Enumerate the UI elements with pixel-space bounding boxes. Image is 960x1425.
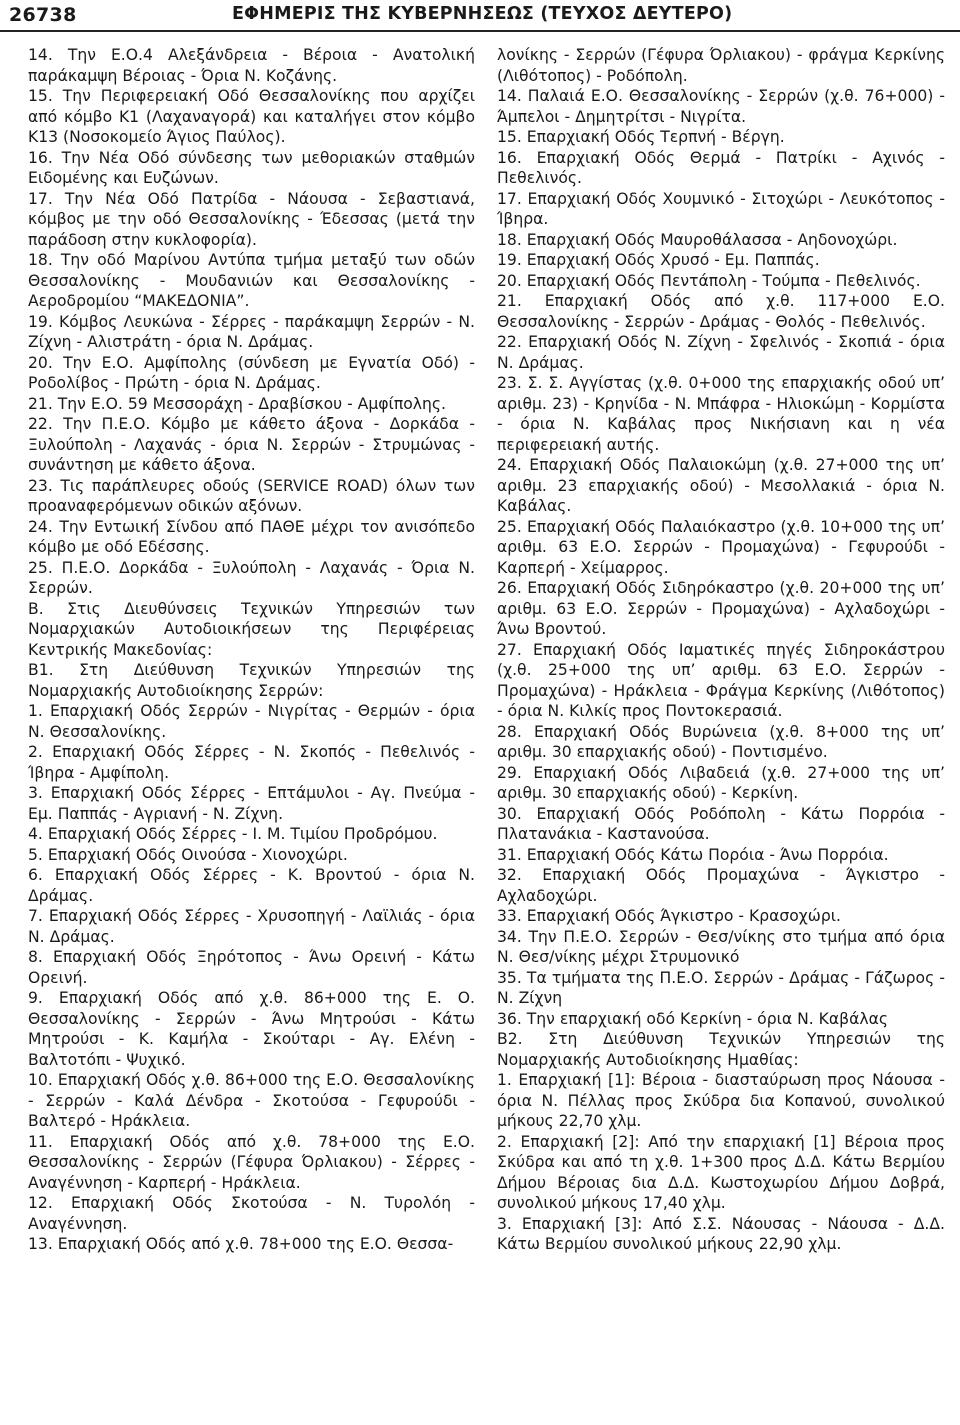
paragraph: 22. Την Π.Ε.Ο. Κόμβο με κάθετο άξονα - Δορκάδα - Ξυλούπολη - Λαχανάς - όρια Ν. Σερρών - Στρυμώνας - συνάντηση με κάθετο άξονα. — [28, 415, 475, 474]
paragraph: 24. Επαρχιακή Οδός Παλαιοκώμη (χ.θ. 27+000 της υπ’ αριθμ. 23 επαρχιακής οδού) - Μεσολλακιά - όρια Ν. Καβάλας. — [497, 456, 945, 515]
paragraph: 13. Επαρχιακή Οδός από χ.θ. 78+000 της Ε.Ο. Θεσσα- — [28, 1235, 454, 1253]
paragraph: 28. Επαρχιακή Οδός Βυρώνεια (χ.θ. 8+000 της υπ’ αριθμ. 30 επαρχιακής οδού) - Ποντισμένο. — [497, 722, 945, 761]
paragraph: 9. Επαρχιακή Οδός από χ.θ. 86+000 της Ε. Ο. Θεσσαλονίκης - Σερρών - Άνω Μητρούσι - Κάτω Μητρούσι - Κ. Καμήλα - Σκούταρι - Αγ. Ελένη - Βαλτοτόπι - Ψυχικό. — [28, 989, 475, 1069]
paragraph: 8. Επαρχιακή Οδός Ξηρότοπος - Άνω Ορεινή - Κάτω Ορεινή. — [28, 948, 475, 987]
paragraph: Β2. Στη Διεύθυνση Τεχνικών Υπηρεσιών της Νομαρχιακής Αυτοδιοίκησης Ημαθίας: — [497, 1030, 945, 1069]
paragraph: 18. Επαρχιακή Οδός Μαυροθάλασσα - Αηδονοχώρι. — [497, 230, 898, 249]
paragraph: 2. Επαρχιακή Οδός Σέρρες - Ν. Σκοπός - Πεθελινός - Ίβηρα - Αμφίπολη. — [28, 743, 475, 782]
paragraph: 32. Επαρχιακή Οδός Προμαχώνα - Άγκιστρο - Αχλαδοχώρι. — [497, 866, 945, 905]
paragraph: 15. Επαρχιακή Οδός Τερπνή - Βέργη. — [497, 128, 785, 146]
page-header — [0, 0, 960, 34]
paragraph: 33. Επαρχιακή Οδός Άγκιστρο - Κρασοχώρι. — [497, 907, 841, 925]
paragraph: 25. Επαρχιακή Οδός Παλαιόκαστρο (χ.θ. 10+000 της υπ’ αριθμ. 63 Ε.Ο. Σερρών - Προμαχώνα) - Γεφυρούδι - Καρπερή - Χείμαρρος. — [497, 517, 945, 577]
paragraph: 17. Την Νέα Οδό Πατρίδα - Νάουσα - Σεβαστιανά, κόμβος με την οδό Θεσσαλονίκης - Έδεσσας (μετά την παράδοση στην κυκλοφορία). — [28, 189, 475, 249]
paragraph: 14. Παλαιά Ε.Ο. Θεσσαλονίκης - Σερρών (χ.θ. 76+000) - Άμπελοι - Δημητρίτσι - Νιγρίτα. — [497, 87, 945, 126]
paragraph: 20. Την Ε.Ο. Αμφίπολης (σύνδεση με Εγνατία Οδό) - Ροδολίβος - Πρώτη - όρια Ν. Δράμας. — [28, 353, 475, 392]
paragraph: 10. Επαρχιακή Οδός χ.θ. 86+000 της Ε.Ο. Θεσσαλονίκης - Σερρών - Καλά Δένδρα - Σκοτούσα - Γεφυρούδι - Βαλτερό - Ηράκλεια. — [28, 1071, 475, 1130]
paragraph: 23. Σ. Σ. Αγγίστας (χ.θ. 0+000 της επαρχιακής οδού υπ’ αριθμ. 23) - Κρηνίδα - Ν. Μπάφρα - Ηλιοκώμη - Κορμίστα - όρια Ν. Καβάλας προς Νικήσιανη και η νέα περιφερειακή αυτής. — [497, 374, 945, 454]
left-column — [28, 45, 475, 1255]
paragraph: 16. Επαρχιακή Οδός Θερμά - Πατρίκι - Αχινός - Πεθελινός. — [497, 148, 945, 187]
paragraph: 27. Επαρχιακή Οδός Ιαματικές πηγές Σιδηροκάστρου (χ.θ. 25+000 της υπ’ αριθμ. 63 Ε.Ο. Σερρών - Προμαχώνα) - Ηράκλεια - Φράγμα Κερκίνης (Λιθότοπος) - όρια Ν. Κιλκίς προς Ποντοκερασιά. — [497, 640, 945, 720]
paragraph: 18. Την οδό Μαρίνου Αντύπα τμήμα μεταξύ των οδών Θεσσαλονίκης - Μουδανιών και Θεσσαλονίκης - Αεροδρομίου “ΜΑΚΕΔΟΝΙΑ”. — [28, 251, 475, 310]
paragraph: 31. Επαρχιακή Οδός Κάτω Πορόια - Άνω Πορρόια. — [497, 845, 889, 864]
paragraph: 15. Την Περιφερειακή Οδό Θεσσαλονίκης που αρχίζει από κόμβο Κ1 (Λαχαναγορά) και καταλήγει στον κόμβο Κ13 (Νοσοκομείο Άγιος Παύλος). — [28, 87, 475, 146]
paragraph: 29. Επαρχιακή Οδός Λιβαδειά (χ.θ. 27+000 της υπ’ αριθμ. 30 επαρχιακής οδού) - Κερκίνη. — [497, 763, 945, 802]
paragraph: 24. Την Εντωική Σίνδου από ΠΑΘΕ μέχρι τον ανισόπεδο κόμβο με οδό Εδέσσης. — [28, 517, 475, 556]
paragraph: 22. Επαρχιακή Οδός Ν. Ζίχνη - Σφελινός - Σκοπιά - όρια Ν. Δράμας. — [497, 333, 945, 372]
paragraph: 1. Επαρχιακή [1]: Βέροια - διασταύρωση προς Νάουσα - όρια Ν. Πέλλας προς Σκύδρα δια Κοπανού, συνολικού μήκους 22,70 χλμ. — [497, 1071, 945, 1130]
paragraph: 2. Επαρχιακή [2]: Από την επαρχιακή [1] Βέροια προς Σκύδρα και από τη χ.θ. 1+300 προς Δ.Δ. Κάτω Βερμίου Δήμου Βέροιας δια Δ.Δ. Κωστοχωρίου Δήμου Δοβρά, συνολικού μήκους 17,40 χλμ. — [497, 1132, 945, 1212]
paragraph: 19. Επαρχιακή Οδός Χρυσό - Εμ. Παππάς. — [497, 251, 820, 269]
paragraph: 1. Επαρχιακή Οδός Σερρών - Νιγρίτας - Θερμών - όρια Ν. Θεσσαλονίκης. — [28, 702, 475, 741]
paragraph: 20. Επαρχιακή Οδός Πεντάπολη - Τούμπα - Πεθελινός. — [497, 271, 921, 290]
right-column — [497, 45, 945, 1255]
paragraph: 35. Τα τμήματα της Π.Ε.Ο. Σερρών - Δράμας - Γάζωρος - Ν. Ζίχνη — [497, 968, 945, 1007]
paragraph: 30. Επαρχιακή Οδός Ροδόπολη - Κάτω Πορρόια - Πλατανάκια - Καστανούσα. — [497, 804, 945, 843]
paragraph: 36. Την επαρχιακή οδό Κερκίνη - όρια Ν. Καβάλας — [497, 1009, 889, 1028]
paragraph: 6. Επαρχιακή Οδός Σέρρες - Κ. Βροντού - όρια Ν. Δράμας. — [28, 866, 475, 905]
paragraph: λονίκης - Σερρών (Γέφυρα Όρλιακου) - φράγμα Κερκίνης (Λιθότοπος) - Ροδόπολη. — [497, 46, 945, 85]
paragraph: 5. Επαρχιακή Οδός Οινούσα - Χιονοχώρι. — [28, 845, 348, 864]
paragraph: 26. Επαρχιακή Οδός Σιδηρόκαστρο (χ.θ. 20+000 της υπ’ αριθμ. 63 Ε.Ο. Σερρών - Προμαχώνα) - Αχλαδοχώρι - Άνω Βροντού. — [497, 579, 945, 638]
paragraph: 14. Την Ε.Ο.4 Αλεξάνδρεια - Βέροια - Ανατολική παράκαμψη Βέροιας - Όρια Ν. Κοζάνης. — [28, 46, 475, 85]
paragraph: 4. Επαρχιακή Οδός Σέρρες - Ι. Μ. Τιμίου Προδρόμου. — [28, 825, 438, 843]
paragraph: Β. Στις Διευθύνσεις Τεχνικών Υπηρεσιών των Νομαρχιακών Αυτοδιοικήσεων της Περιφέρειας Κεντρικής Μακεδονίας: — [28, 599, 475, 659]
paragraph: 3. Επαρχιακή Οδός Σέρρες - Επτάμυλοι - Αγ. Πνεύμα - Εμ. Παππάς - Αγριανή - Ν. Ζίχνη. — [28, 784, 475, 823]
paragraph: Β1. Στη Διεύθυνση Τεχνικών Υπηρεσιών της Νομαρχιακής Αυτοδιοίκησης Σερρών: — [28, 661, 475, 700]
paragraph: 21. Επαρχιακή Οδός από χ.θ. 117+000 Ε.Ο. Θεσσαλονίκης - Σερρών - Δράμας - Θολός - Πεθελινός. — [497, 292, 945, 331]
paragraph: 12. Επαρχιακή Οδός Σκοτούσα - Ν. Τυρολόη - Αναγέννηση. — [28, 1194, 475, 1233]
paragraph: 7. Επαρχιακή Οδός Σέρρες - Χρυσοπηγή - Λαϊλιάς - όρια Ν. Δράμας. — [28, 907, 475, 946]
paragraph: 16. Την Νέα Οδό σύνδεσης των μεθοριακών σταθμών Ειδομένης και Ευζώνων. — [28, 148, 475, 187]
gazette-title: ΕΦΗΜΕΡΙΣ ΤΗΣ ΚΥΒΕΡΝΗΣΕΩΣ (ΤΕΥΧΟΣ ΔΕΥΤΕΡΟ) — [232, 4, 733, 24]
paragraph: 3. Επαρχιακή [3]: Από Σ.Σ. Νάουσας - Νάουσα - Δ.Δ. Κάτω Βερμίου συνολικού μήκους 22,90 χλμ. — [497, 1214, 945, 1253]
page-number: 26738 — [9, 4, 77, 26]
paragraph: 19. Κόμβος Λευκώνα - Σέρρες - παράκαμψη Σερρών - Ν. Ζίχνη - Αλιστράτη - όρια Ν. Δράμας. — [28, 312, 475, 351]
paragraph: 17. Επαρχιακή Οδός Χουμνικό - Σιτοχώρι - Λευκότοπος - Ίβηρα. — [497, 189, 945, 228]
paragraph: 23. Τις παράπλευρες οδούς (SERVICE ROAD) όλων των προαναφερόμενων οδικών αξόνων. — [28, 476, 475, 515]
paragraph: 34. Την Π.Ε.Ο. Σερρών - Θεσ/νίκης στο τμήμα από όρια Ν. Θεσ/νίκης μέχρι Στρυμονικό — [497, 927, 945, 966]
paragraph: 11. Επαρχιακή Οδός από χ.θ. 78+000 της Ε.Ο. Θεσσαλονίκης - Σερρών (Γέφυρα Όρλιακου) - Σέρρες - Αναγέννηση - Καρπερή - Ηράκλεια. — [28, 1132, 475, 1192]
header-rule — [0, 30, 960, 32]
paragraph: 21. Την Ε.Ο. 59 Μεσσοράχη - Δραβίσκου - Αμφίπολης. — [28, 394, 446, 413]
paragraph: 25. Π.Ε.Ο. Δορκάδα - Ξυλούπολη - Λαχανάς - Όρια Ν. Σερρών. — [28, 558, 475, 597]
